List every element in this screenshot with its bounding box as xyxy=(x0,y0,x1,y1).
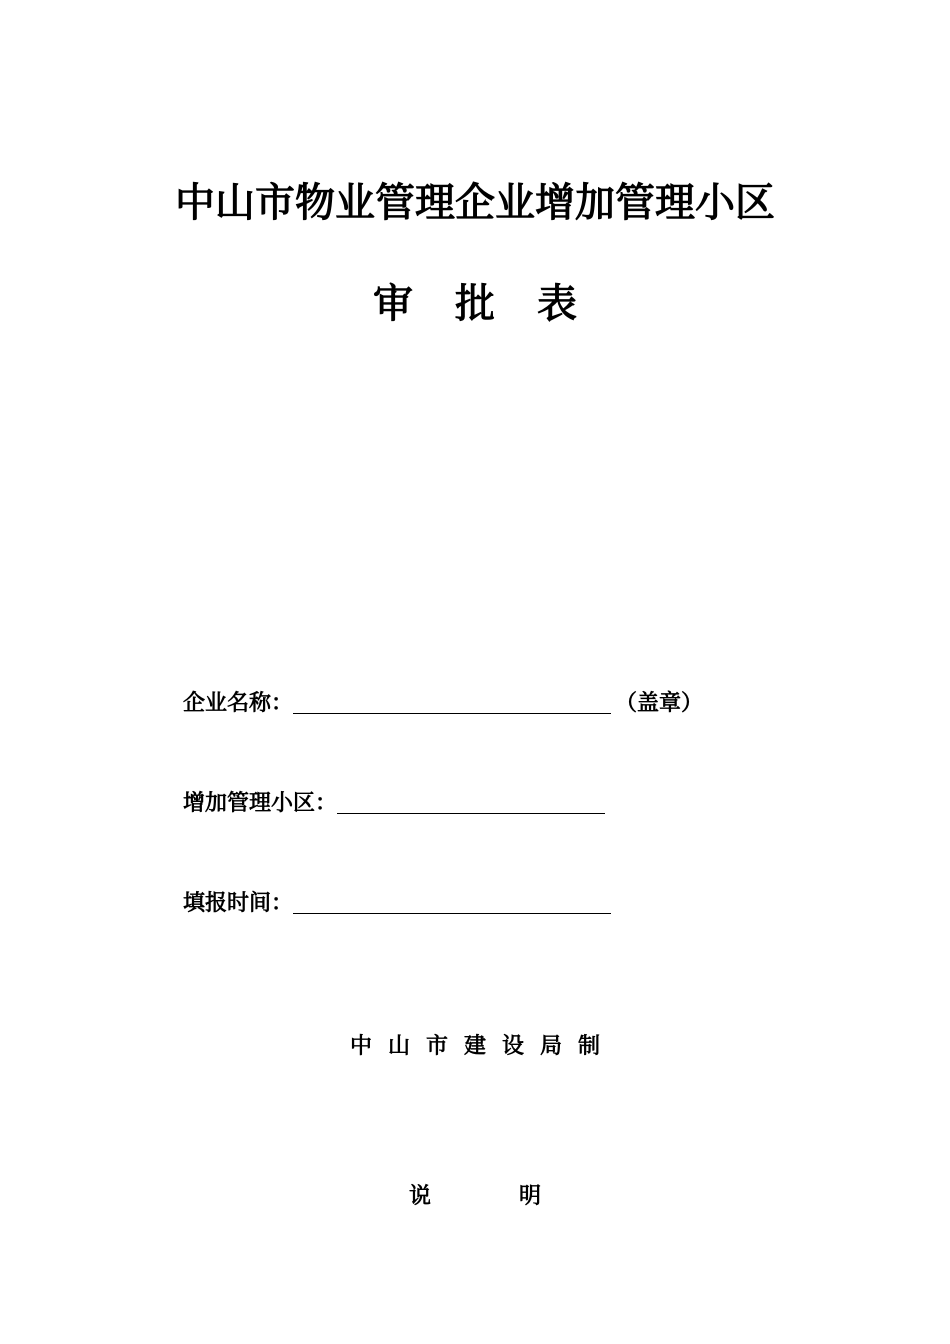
company-name-row xyxy=(183,678,703,718)
subtitle-char: 批 xyxy=(455,280,495,327)
seal-note: （盖章） xyxy=(615,690,704,716)
fill-date-field[interactable] xyxy=(293,885,611,914)
explanation-heading xyxy=(0,1180,950,1212)
document-title: 中山市物业管理企业增加管理小区 xyxy=(175,179,775,226)
new-area-row xyxy=(183,778,605,818)
explanation-char: 明 xyxy=(519,1183,542,1209)
issuer-line: 中山市建设局制 xyxy=(349,1033,616,1059)
subtitle-char: 表 xyxy=(537,280,577,327)
new-area-field[interactable] xyxy=(337,785,605,814)
new-area-label: 增加管理小区： xyxy=(183,790,338,816)
document-subtitle xyxy=(0,276,950,332)
company-name-label: 企业名称： xyxy=(183,690,294,716)
subtitle-char: 审 xyxy=(373,280,413,327)
company-name-field[interactable] xyxy=(293,685,611,714)
fill-date-label: 填报时间： xyxy=(183,890,294,916)
fill-date-row xyxy=(183,878,611,918)
explanation-char: 说 xyxy=(408,1183,431,1209)
